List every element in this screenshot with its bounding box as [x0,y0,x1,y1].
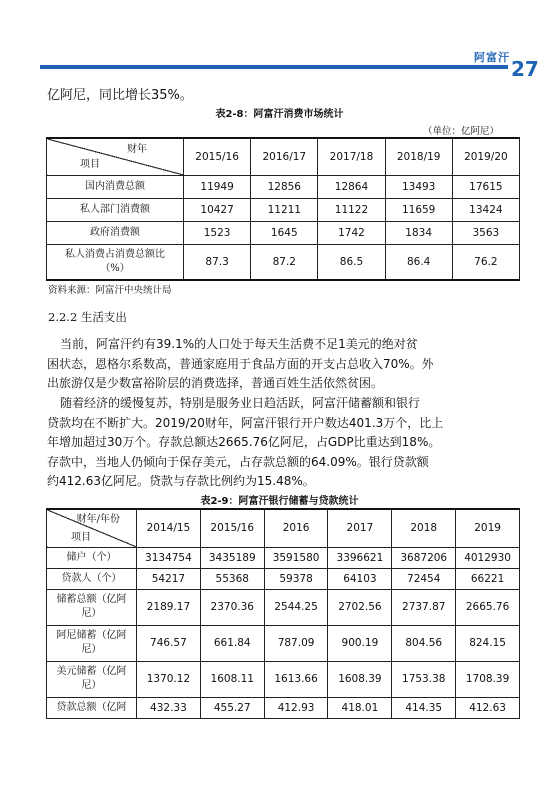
header-rule [40,65,508,69]
savings-loans-table [46,508,520,719]
column-header: 2018 [392,509,456,547]
row-label [47,697,137,718]
row-label-line: （%） [100,262,130,274]
table-cell: 1523 [184,221,251,244]
table-row [47,661,520,697]
table-cell: 824.15 [456,625,520,661]
corner-header-bottom: 项目 [71,531,91,543]
table-cell: 2702.56 [328,589,392,625]
table-cell: 86.4 [385,244,452,280]
table-cell: 3687206 [392,547,456,568]
table-cell: 12864 [318,175,385,198]
row-label: 政府消费额 [47,221,184,244]
table-cell: 1608.39 [328,661,392,697]
table-cell: 11122 [318,198,385,221]
table-row [47,221,520,244]
table-cell: 54217 [137,568,201,589]
column-header: 2019/20 [452,138,519,175]
table-cell: 2544.25 [264,589,328,625]
lead-line: 亿阿尼，同比增长35%。 [47,88,193,103]
consumption-table [46,137,520,281]
table-cell: 1370.12 [137,661,201,697]
table-cell: 1613.66 [264,661,328,697]
table-cell: 11949 [184,175,251,198]
table-cell: 1608.11 [200,661,264,697]
row-label-line: 储户（个） [66,551,117,563]
row-label: 私人部门消费额 [47,198,184,221]
table-cell: 661.84 [200,625,264,661]
table-cell: 412.93 [264,697,328,718]
table-cell: 804.56 [392,625,456,661]
text-line: 约412.63亿阿尼。贷款与存款比例约为15.48%。 [47,474,315,488]
row-label-line: 私人消费占消费总额比 [65,248,165,260]
table-cell: 11659 [385,198,452,221]
table-cell: 3563 [452,221,519,244]
table-cell: 746.57 [137,625,201,661]
table-cell: 414.35 [392,697,456,718]
table-row [47,244,520,280]
text-line: 年增加超过30万个。存款总额达2665.76亿阿尼，占GDP比重达到18%。 [47,435,441,449]
text-line: 出旅游仅是少数富裕阶层的消费选择，普通百姓生活依然贫困。 [47,376,384,390]
column-header: 2017 [328,509,392,547]
row-label-line: 美元储蓄（亿阿 [56,666,127,677]
section-heading: 2.2.2 生活支出 [48,310,127,324]
table-row [47,625,520,661]
table-row [47,568,520,589]
text-line: 当前，阿富汗约有39.1%的人口处于每天生活费不足1美元的绝对贫 [60,337,418,351]
corner-header-bottom: 项目 [80,158,100,170]
table-cell: 2370.36 [200,589,264,625]
table-cell: 87.2 [251,244,318,280]
table-cell: 2189.17 [137,589,201,625]
table-cell: 2665.76 [456,589,520,625]
table-cell: 72454 [392,568,456,589]
table-cell: 64103 [328,568,392,589]
table-cell: 1834 [385,221,452,244]
table-cell: 17615 [452,175,519,198]
column-header: 2014/15 [137,509,201,547]
column-header: 2015/16 [184,138,251,175]
table-cell: 432.33 [137,697,201,718]
table-cell: 13424 [452,198,519,221]
table-cell: 1753.38 [392,661,456,697]
table-row [47,697,520,718]
corner-header-top: 财年/年份 [76,514,120,525]
paragraph-poverty [47,335,515,394]
table-cell: 12856 [251,175,318,198]
column-header: 2017/18 [318,138,385,175]
table-cell: 11211 [251,198,318,221]
row-label [47,547,137,568]
text-line: 困状态，恩格尔系数高，普通家庭用于食品方面的开支占总收入70%。外 [47,356,434,371]
table-row [47,175,520,198]
table-cell: 3396621 [328,547,392,568]
table-row [47,589,520,625]
table-cell: 2737.87 [392,589,456,625]
row-label [47,244,184,280]
column-header: 2019 [456,509,520,547]
table-cell: 1645 [251,221,318,244]
corner-header-top: 财年 [127,144,147,155]
table-cell: 3435189 [200,547,264,568]
table-corner-header [47,138,184,175]
table-cell: 66221 [456,568,520,589]
table-cell: 59378 [264,568,328,589]
table-header-row [47,509,520,547]
text-line: 贷款均在不断扩大。2019/20财年，阿富汗银行开户数达401.3万个，比上 [47,415,444,430]
row-label [47,589,137,625]
table-row [47,198,520,221]
row-label [47,661,137,697]
table-cell: 455.27 [200,697,264,718]
table-cell: 10427 [184,198,251,221]
row-label [47,568,137,589]
table-cell: 418.01 [328,697,392,718]
table2-caption: 表2-9：阿富汗银行储蓄与贷款统计 [200,496,359,507]
row-label-line: 阿尼储蓄（亿阿 [56,630,127,641]
row-label: 国内消费总额 [47,175,184,198]
paragraph-savings [47,394,515,492]
table-cell: 900.19 [328,625,392,661]
column-header: 2018/19 [385,138,452,175]
row-label-line: 尼） [81,644,102,655]
row-label-line: 贷款人（个） [61,572,122,584]
table-cell: 1742 [318,221,385,244]
row-label-line: 尼） [81,680,102,691]
row-label-line: 储蓄总额（亿阿 [56,594,127,605]
table1-source: 资料来源：阿富汗中央统计局 [48,285,172,296]
column-header: 2016/17 [251,138,318,175]
text-line: 存款中，当地人仍倾向于保存美元，占存款总额的64.09%。银行贷款额 [47,454,429,469]
header-brand: 阿富汗 [474,51,510,64]
row-label-line: 贷款总额（亿阿 [56,701,127,713]
table1-caption: 表2-8：阿富汗消费市场统计 [215,109,344,120]
table-corner-header [47,509,137,547]
table-cell: 55368 [200,568,264,589]
table-cell: 13493 [385,175,452,198]
table-cell: 87.3 [184,244,251,280]
table-cell: 787.09 [264,625,328,661]
row-label-line: 尼） [81,608,102,619]
table-cell: 86.5 [318,244,385,280]
column-header: 2015/16 [200,509,264,547]
table-cell: 1708.39 [456,661,520,697]
table-cell: 76.2 [452,244,519,280]
page-number: 27 [511,57,539,81]
table-row [47,547,520,568]
column-header: 2016 [264,509,328,547]
row-label [47,625,137,661]
text-line: 随着经济的缓慢复苏，特别是服务业日趋活跃，阿富汗储蓄额和银行 [60,396,421,410]
table-header-row [47,138,520,175]
table-cell: 3591580 [264,547,328,568]
table-cell: 4012930 [456,547,520,568]
table1-unit: （单位：亿阿尼） [422,126,499,137]
table-cell: 412.63 [456,697,520,718]
table-cell: 3134754 [137,547,201,568]
